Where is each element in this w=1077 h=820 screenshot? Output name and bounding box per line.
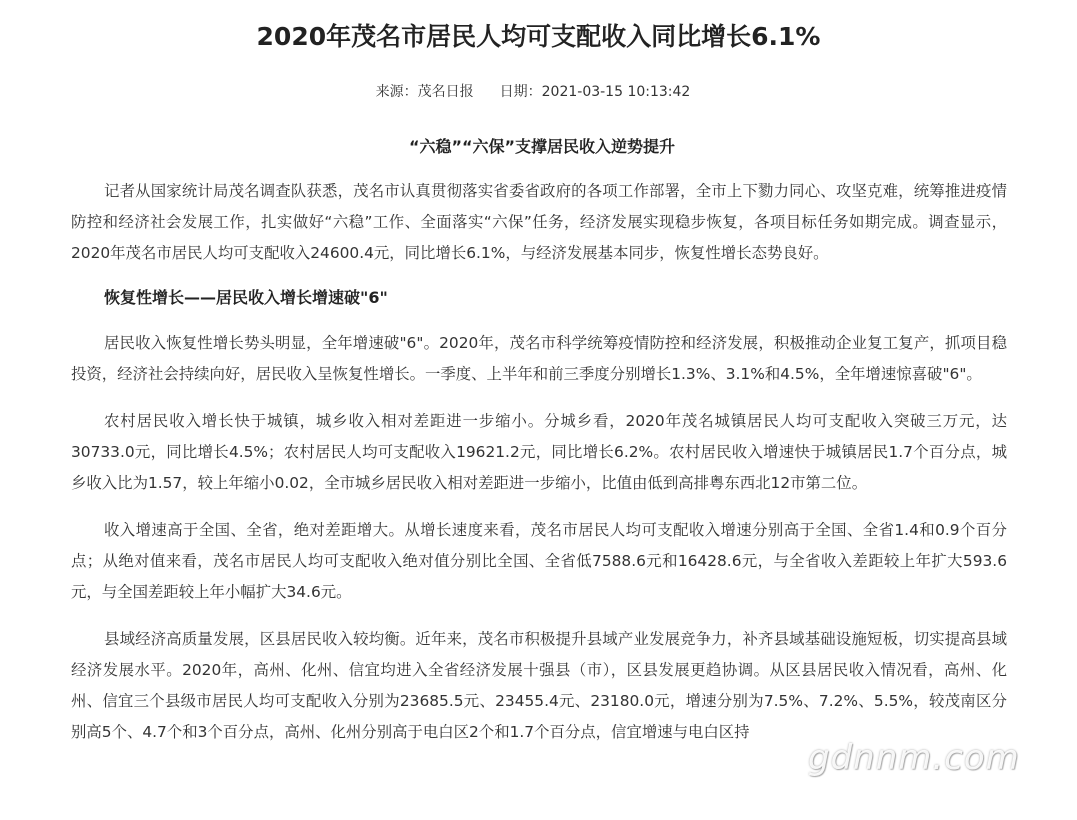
paragraph-2: 居民收入恢复性增长势头明显，全年增速破"6"。2020年，茂名市科学统筹疫情防控和经济发展，积极推动企业复工复产，抓项目稳投资，经济社会持续向好，居民收入呈恢复性增长。一季度、上半年和前三季度分别增长1.3%、3.1%和4.5%，全年增速惊喜破"6"。 — [71, 334, 1007, 383]
article-body — [71, 134, 1007, 764]
section-heading-2: 恢复性增长——居民收入增长增速破"6" — [104, 288, 388, 307]
paragraph-3: 农村居民收入增长快于城镇，城乡收入相对差距进一步缩小。分城乡看，2020年茂名城镇居民人均可支配收入突破三万元，达30733.0元，同比增长4.5%；农村居民人均可支配收入19621.2元，同比增长6.2%。农村居民收入增速快于城镇居民1.7个百分点，城乡收入比为1.57，较上年缩小0.02，全市城乡居民收入相对差距进一步缩小，比值由低到高排粤东西北12市第二位。 — [71, 412, 1007, 492]
paragraph-1: 记者从国家统计局茂名调查队获悉，茂名市认真贯彻落实省委省政府的各项工作部署，全市上下勠力同心、攻坚克难，统筹推进疫情防控和经济社会发展工作，扎实做好“六稳”工作、全面落实“六保”任务，经济发展实现稳步恢复，各项目标任务如期完成。调查显示，2020年茂名市居民人均可支配收入24600.4元，同比增长6.1%，与经济发展基本同步，恢复性增长态势良好。 — [71, 182, 1007, 262]
paragraph-5: 县域经济高质量发展，区县居民收入较均衡。近年来，茂名市积极提升县域产业发展竞争力，补齐县域基础设施短板，切实提高县域经济发展水平。2020年，高州、化州、信宜均进入全省经济发展十强县（市），区县发展更趋协调。从区县居民收入情况看，高州、化州、信宜三个县级市居民人均可支配收入分别为23685.5元、23455.4元、23180.0元，增速分别为7.5%、7.2%、5.5%，较茂南区分别高5个、4.7个和3个百分点，高州、化州分别高于电白区2个和1.7个百分点，信宜增速与电白区持 — [71, 630, 1007, 741]
article-date: 日期：2021-03-15 10:13:42 — [499, 84, 691, 100]
section-heading-1: “六稳”“六保”支撑居民收入逆势提升 — [408, 137, 676, 156]
site-watermark: gdnnm.com — [808, 738, 1020, 778]
article-source: 来源：茂名日报 — [375, 84, 474, 100]
article-title: 2020年茂名市居民人均可支配收入同比增长6.1% — [256, 22, 821, 51]
article-meta — [0, 82, 1066, 102]
paragraph-4: 收入增速高于全国、全省，绝对差距增大。从增长速度来看，茂名市居民人均可支配收入增速分别高于全国、全省1.4和0.9个百分点；从绝对值来看，茂名市居民人均可支配收入绝对值分别比全国、全省低7588.6元和16428.6元，与全省收入差距较上年扩大593.6元，与全国差距较上年小幅扩大34.6元。 — [71, 521, 1007, 601]
